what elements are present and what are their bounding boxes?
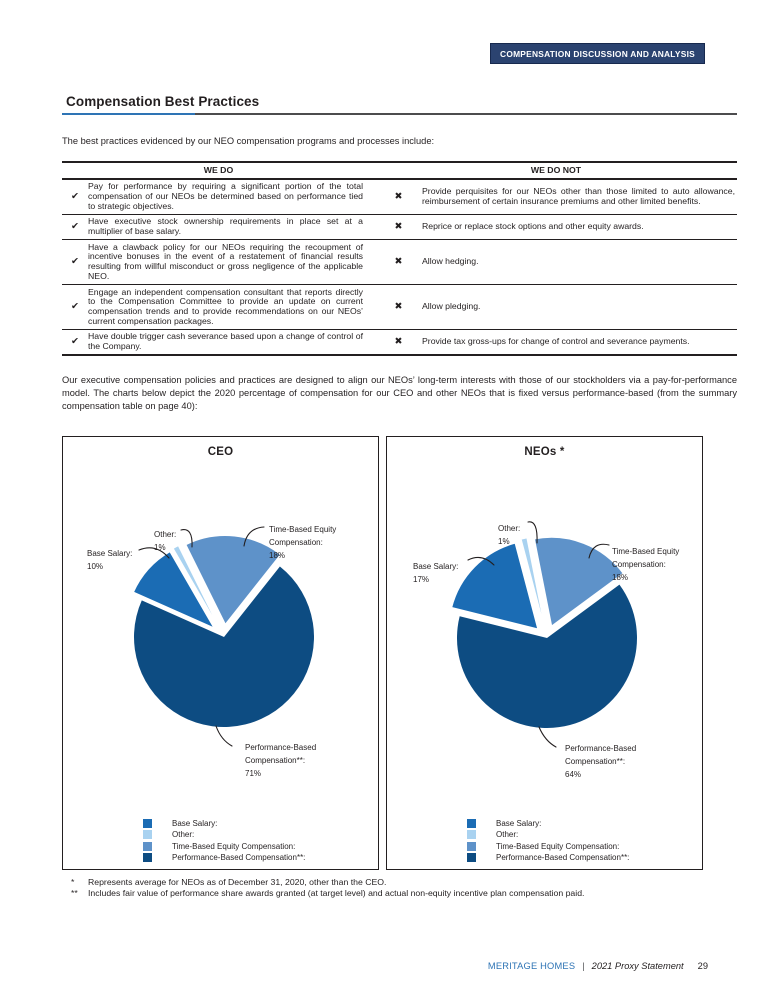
table-header-row: [62, 161, 737, 180]
legend-label: Performance-Based Compensation**:: [172, 853, 306, 863]
slice-label-line: 1%: [154, 543, 166, 552]
check-icon: ✔: [71, 190, 79, 202]
legend-swatch: [143, 819, 152, 828]
we-do-not-text-content: Provide perquisites for our NEOs other than those limited to auto allowance, reimbursement of certain insurance premiums and other limited benefits.: [422, 186, 735, 206]
slice-label-line: Time-Based Equity: [612, 547, 680, 556]
slice-label-line: 10%: [87, 562, 104, 571]
legend-label: Time-Based Equity Compensation:: [496, 841, 620, 851]
slice-label-line: Base Salary:: [413, 562, 459, 571]
we-do-text: [88, 180, 375, 214]
footer-doc-title: 2021 Proxy Statement: [591, 961, 684, 971]
we-do-not-text-content: Allow hedging.: [422, 256, 479, 267]
slice-label-line: 64%: [565, 770, 582, 779]
slice-label-line: Compensation:: [269, 538, 323, 547]
footnote: [71, 877, 737, 888]
we-do-not-text: [422, 330, 737, 354]
slice-label-line: 1%: [498, 537, 510, 546]
legend-label: Other:: [172, 830, 195, 840]
check-icon: ✔: [71, 221, 79, 233]
we-do-not-text-content: Allow pledging.: [422, 301, 481, 312]
neos-pie-chart: [386, 436, 703, 870]
we-do-text-content: Have double trigger cash severance based upon a change of control of the Company.: [88, 331, 363, 352]
slice-label: [245, 741, 316, 780]
title-underline-accent: [62, 113, 195, 115]
x-icon: ✖: [394, 301, 403, 313]
footnotes: [71, 877, 737, 899]
footer-separator: |: [582, 961, 585, 971]
slice-label: [565, 742, 636, 781]
page-footer: [488, 961, 708, 971]
legend-label: Performance-Based Compensation**:: [496, 853, 630, 863]
footnote-text: Represents average for NEOs as of December 31, 2020, other than the CEO.: [88, 877, 387, 887]
slice-label-line: 71%: [245, 769, 262, 778]
we-do-text-content: Have a clawback policy for our NEOs requiring the recoupment of incentive bonuses in the event of a restatement of financial results resulting from willful misconduct or gross negligence of the applicable NEO.: [88, 241, 363, 281]
slice-label: [612, 545, 679, 584]
footer-page-number: 29: [697, 961, 708, 971]
legend-swatch: [143, 842, 152, 851]
we-do-not-text-content: Provide tax gross-ups for change of control and severance payments.: [422, 336, 690, 347]
chart-legend: [467, 818, 629, 863]
section-banner: COMPENSATION DISCUSSION AND ANALYSIS: [490, 43, 705, 64]
footnote: [71, 888, 737, 899]
slice-label-line: 17%: [413, 575, 430, 584]
best-practices-table: [62, 161, 737, 356]
table-row: [62, 180, 737, 215]
legend-item: [143, 841, 305, 852]
legend-label: Time-Based Equity Compensation:: [172, 841, 296, 851]
charts-row: [62, 436, 703, 870]
check-icon: ✔: [71, 256, 79, 268]
body-paragraph: Our executive compensation policies and practices are designed to align our NEOs’ long-term interests with those of our stockholders via a pay-for-performance model. The charts below depict the 2020 percentage of compensation for our CEO and other NEOs that is fixed versus performance-based (from the summary compensation table on page 40):: [62, 375, 737, 411]
legend-item: [467, 841, 629, 852]
slice-label: [413, 560, 458, 586]
check-icon: ✔: [71, 301, 79, 313]
footnote-text: Includes fair value of performance share awards granted (at target level) and actual non-equity incentive plan compensation paid.: [88, 888, 585, 898]
we-do-not-text-content: Reprice or replace stock options and other equity awards.: [422, 221, 644, 232]
we-do-text: [88, 215, 375, 239]
x-icon: ✖: [394, 336, 403, 348]
legend-swatch: [467, 853, 476, 862]
table-row: [62, 215, 737, 240]
chart-title: NEOs *: [524, 446, 565, 458]
slice-label-line: Performance-Based: [245, 743, 317, 752]
legend-item: [143, 818, 305, 829]
we-do-header: WE DO: [203, 165, 234, 175]
x-icon: ✖: [394, 190, 403, 202]
legend-swatch: [143, 853, 152, 862]
legend-item: [143, 852, 305, 863]
slice-label: [87, 547, 132, 573]
intro-text: The best practices evidenced by our NEO compensation programs and processes include:: [62, 136, 435, 146]
we-do-text-content: Engage an independent compensation consultant that reports directly to the Compensation Committee to provide an update on current compensation trends and to provide recommendations on our NEOs’ current compensation packages.: [88, 286, 363, 326]
table-row: [62, 330, 737, 356]
slice-label: [498, 522, 520, 548]
footnote-mark: **: [71, 888, 78, 898]
pie-svg: [387, 437, 702, 867]
chart-title: CEO: [207, 446, 234, 458]
legend-label: Base Salary:: [172, 819, 218, 829]
legend-item: [467, 852, 629, 863]
chart-legend: [143, 818, 305, 863]
we-do-not-header: WE DO NOT: [530, 165, 582, 175]
slice-label-line: Compensation:: [612, 560, 666, 569]
footer-brand: MERITAGE HOMES: [487, 961, 576, 971]
callout-line: [539, 727, 556, 747]
slice-label: [269, 523, 336, 562]
legend-item: [467, 829, 629, 840]
we-do-not-text: [422, 240, 737, 284]
best-practices-table-body: [62, 180, 737, 357]
legend-item: [467, 818, 629, 829]
we-do-text: [88, 240, 375, 284]
ceo-pie-chart: [62, 436, 379, 870]
pie-svg: [63, 437, 378, 867]
slice-label-line: Performance-Based: [565, 744, 637, 753]
x-icon: ✖: [394, 256, 403, 268]
table-row: [62, 285, 737, 330]
callout-line: [216, 726, 232, 746]
slice-label-line: 18%: [612, 573, 629, 582]
legend-swatch: [467, 819, 476, 828]
legend-swatch: [467, 842, 476, 851]
slice-label-line: Compensation**:: [565, 757, 626, 766]
legend-label: Other:: [496, 830, 519, 840]
slice-label-line: Compensation**:: [245, 756, 306, 765]
we-do-text: [88, 285, 375, 329]
slice-label-line: Other:: [498, 524, 521, 533]
slice-label-line: Other:: [154, 530, 177, 539]
we-do-not-text: [422, 215, 737, 239]
legend-swatch: [467, 830, 476, 839]
we-do-text-content: Pay for performance by requiring a significant portion of the total compensation of our NEOs be determined based on performance tied to strategic objectives.: [88, 181, 363, 211]
title-underline: [62, 113, 737, 115]
we-do-not-text: [422, 180, 737, 214]
we-do-text: [88, 330, 375, 354]
slice-label-line: 18%: [269, 551, 286, 560]
we-do-text-content: Have executive stock ownership requirements in place set at a multiplier of base salary.: [88, 216, 363, 237]
we-do-not-text: [422, 285, 737, 329]
slice-label-line: Base Salary:: [87, 549, 133, 558]
footnote-mark: *: [71, 877, 75, 887]
page-title: Compensation Best Practices: [66, 94, 260, 109]
table-row: [62, 240, 737, 285]
slice-label-line: Time-Based Equity: [269, 525, 337, 534]
check-icon: ✔: [71, 336, 79, 348]
legend-swatch: [143, 830, 152, 839]
legend-item: [143, 829, 305, 840]
legend-label: Base Salary:: [496, 819, 542, 829]
x-icon: ✖: [394, 221, 403, 233]
slice-label: [154, 528, 176, 554]
